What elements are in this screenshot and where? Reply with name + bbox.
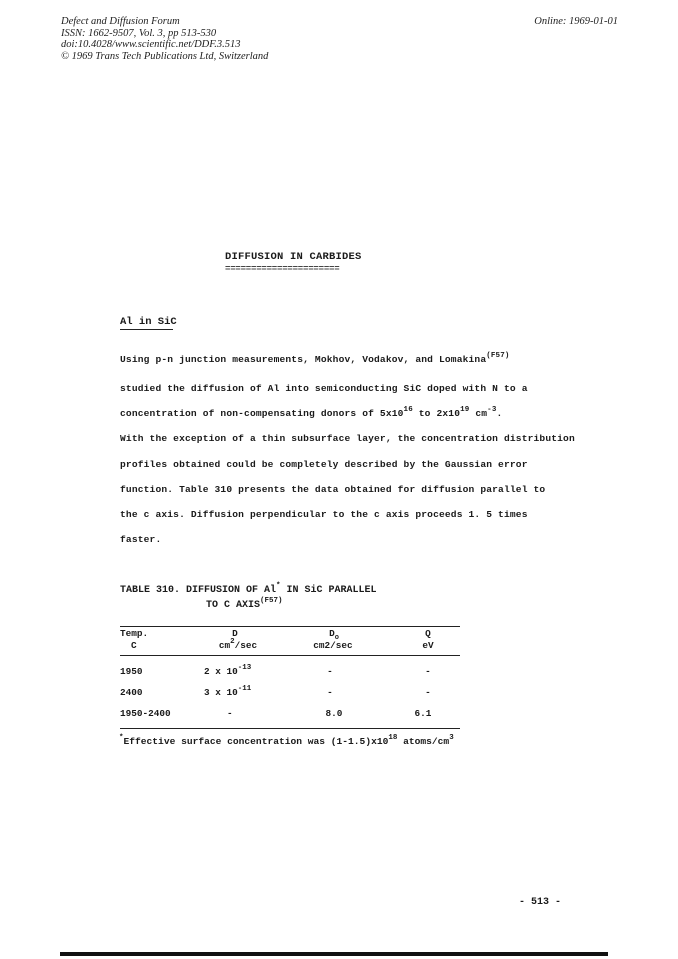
- table-cell-q: 6.1: [414, 708, 432, 719]
- body-line-2: studied the diffusion of Al into semiconducting SiC doped with N to a: [120, 383, 528, 394]
- table-cell-d: 3 x $10^{-11}$: [204, 685, 252, 698]
- table-caption-line-2: TO C $AXIS^{(F57)}$: [206, 597, 283, 611]
- header-temp: Temp.: [120, 628, 149, 639]
- section-underline: [120, 329, 173, 330]
- journal-header: [61, 16, 268, 62]
- header-temp-unit: C: [131, 640, 137, 651]
- table-bottom-rule: [120, 728, 460, 729]
- title-underline: ======================: [225, 264, 340, 274]
- header-q: Q: [425, 628, 431, 639]
- table-cell-q: -: [425, 687, 431, 698]
- body-line-4: With the exception of a thin subsurface layer, the concentration distribution: [120, 433, 575, 444]
- copyright-line: © 1969 Trans Tech Publications Ltd, Switzerland: [61, 50, 269, 62]
- body-line-3: concentration of non-compensating donors of $5x10^{16}$ to $2x10^{19}$ $cm^{-3}$.: [120, 406, 503, 419]
- table-cell-temp: 1950: [120, 666, 143, 677]
- reference-mark: (F57): [260, 597, 283, 605]
- table-cell-d0: -: [327, 687, 333, 698]
- header-d0: $D_o$: [329, 628, 339, 642]
- table-top-rule: [120, 626, 460, 627]
- page-number: - 513 -: [519, 897, 562, 908]
- header-q-unit: eV: [422, 640, 434, 651]
- table-cell-temp: 2400: [120, 687, 143, 698]
- section-heading: Al in SiC: [120, 316, 177, 328]
- header-d-unit: $cm^2/\sec$: [218, 638, 258, 651]
- body-line-6: function. Table 310 presents the data obtained for diffusion parallel to: [120, 484, 546, 495]
- doi-line: doi:10.4028/www.scientific.net/DDF.3.513: [61, 39, 241, 50]
- table-cell-d: -: [227, 708, 233, 719]
- document-title: DIFFUSION IN CARBIDES: [225, 251, 362, 263]
- journal-name: Defect and Diffusion Forum: [61, 16, 180, 27]
- body-line-8: faster.: [120, 534, 162, 545]
- table-cell-temp: 1950-2400: [120, 708, 171, 719]
- table-caption: TABLE 310. DIFFUSION OF Al* IN SiC PARALLEL: [120, 582, 377, 596]
- header-d0-unit: cm2/sec: [313, 640, 353, 651]
- table-cell-d0: -: [327, 666, 333, 677]
- table-cell-d0: 8.0: [325, 708, 343, 719]
- table-footnote: *Effective surface concentration was $(1-1.5)x10^{18}$ atoms/$cm^3$: [119, 734, 454, 747]
- table-cell-q: -: [425, 666, 431, 677]
- online-date: Online: 1969-01-01: [534, 16, 618, 27]
- issn-line: ISSN: 1662-9507, Vol. 3, pp 513-530: [61, 27, 217, 39]
- body-line-1: Using p-n junction measurements, Mokhov, Vodakov, and Lomakina$^{(F57)}$: [120, 352, 510, 365]
- table-header-rule: [120, 655, 460, 656]
- body-line-5: profiles obtained could be completely described by the Gaussian error: [120, 459, 528, 470]
- bottom-scan-bar: [60, 952, 608, 956]
- table-cell-d: 2 x $10^{-13}$: [204, 664, 252, 677]
- reference-mark: (F57): [486, 352, 510, 360]
- body-line-7: the c axis. Diffusion perpendicular to the c axis proceeds 1. 5 times: [120, 509, 528, 520]
- header-d: D: [232, 628, 238, 639]
